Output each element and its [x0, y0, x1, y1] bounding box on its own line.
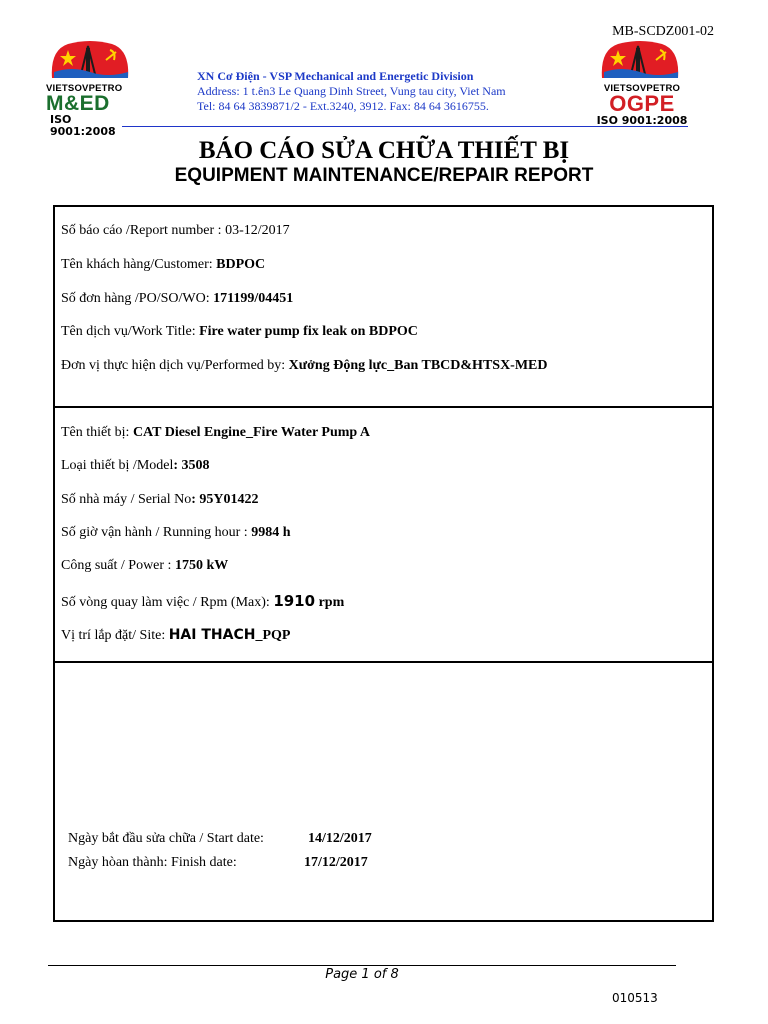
ogpe-mark: OGPE [609, 91, 675, 116]
med-mark: M&ED [46, 92, 110, 115]
finish-date-label: Ngày hòan thành: Finish date: [68, 855, 237, 870]
footer-code: 010513 [612, 991, 658, 1005]
flag-emblem-icon [596, 38, 684, 78]
page-number: Page 1 of 8 [325, 967, 399, 982]
ogpe-logo [596, 38, 688, 126]
flag-emblem-icon [46, 38, 134, 78]
customer-row [61, 257, 265, 273]
dates-box [53, 661, 714, 922]
running-hour-label: Số giờ vận hành / Running hour : [61, 525, 252, 540]
model-label: Loại thiết bị /Model [61, 458, 174, 473]
performer-value: Xưởng Động lực_Ban TBCD&HTSX-MED [288, 358, 548, 373]
report-title-vn: BÁO CÁO SỬA CHỮA THIẾT BỊ [198, 137, 570, 164]
company-info [197, 69, 506, 114]
report-number-row [61, 223, 290, 239]
company-contact: Tel: 84 64 3839871/2 - Ext.3240, 3912. Fax: 84 64 3616755. [197, 99, 489, 113]
start-date-label: Ngày bắt đầu sửa chữa / Start date: [68, 831, 264, 846]
performer-label: Đơn vị thực hiện dịch vụ/Performed by: [61, 358, 289, 373]
equipment-name-label: Tên thiết bị: [61, 425, 133, 440]
iso-label-right: ISO 9001:2008 [596, 114, 688, 127]
work-title-row [61, 324, 418, 340]
site-label: Vị trí lắp đặt/ Site: [61, 628, 169, 643]
serial-row [61, 492, 259, 508]
power-value: 1750 kW [174, 558, 229, 573]
equipment-name-value: CAT Diesel Engine_Fire Water Pump A [132, 425, 371, 440]
running-hour-value: 9984 h [251, 525, 291, 540]
model-value: : 3508 [173, 458, 210, 473]
vietsovpetro-label-left: VIETSOVPETRO [46, 83, 123, 94]
running-hour-row [61, 525, 290, 541]
customer-label: Tên khách hàng/Customer: [61, 257, 217, 272]
rpm-unit: rpm [315, 595, 345, 610]
serial-label: Số nhà máy / Serial No [61, 492, 192, 507]
site-suffix: _PQP [255, 628, 291, 643]
work-title-value: Fire water pump fix leak on BDPOC [199, 324, 418, 339]
equipment-name-row [61, 425, 370, 441]
performer-row [61, 358, 548, 374]
start-date-value: 14/12/2017 [308, 831, 372, 846]
serial-value: : 95Y01422 [191, 492, 259, 507]
order-label: Số đơn hàng /PO/SO/WO: [61, 291, 214, 306]
power-row [61, 558, 228, 574]
work-title-label: Tên dịch vụ/Work Title: [61, 324, 200, 339]
iso-label-left: ISO 9001:2008 [50, 113, 116, 138]
report-number-label: Số báo cáo /Report number : [61, 223, 226, 238]
report-number-value: 03-12/2017 [225, 223, 290, 238]
rpm-label: Số vòng quay làm việc / Rpm (Max): [61, 595, 274, 610]
order-row [61, 291, 293, 307]
med-logo [46, 38, 138, 138]
model-row [61, 458, 210, 474]
rpm-value: 1910 [273, 592, 316, 610]
footer-divider [48, 965, 676, 966]
site-value: HAI THACH [168, 627, 256, 643]
header-divider [122, 126, 688, 127]
document-code: MB-SCDZ001-02 [612, 24, 714, 39]
company-name: XN Cơ Điện - VSP Mechanical and Energetic Division [197, 69, 474, 83]
report-title-en: EQUIPMENT MAINTENANCE/REPAIR REPORT [174, 165, 594, 186]
finish-date-value: 17/12/2017 [304, 855, 368, 870]
vietsovpetro-label-right: VIETSOVPETRO [603, 83, 681, 94]
company-address: Address: 1 t.ên3 Le Quang Dinh Street, Vung tau city, Viet Nam [197, 84, 506, 98]
order-value: 171199/04451 [213, 291, 294, 306]
power-label: Công suất / Power : [61, 558, 175, 573]
site-row [61, 627, 290, 644]
customer-value: BDPOC [216, 257, 266, 272]
rpm-row [61, 592, 344, 611]
